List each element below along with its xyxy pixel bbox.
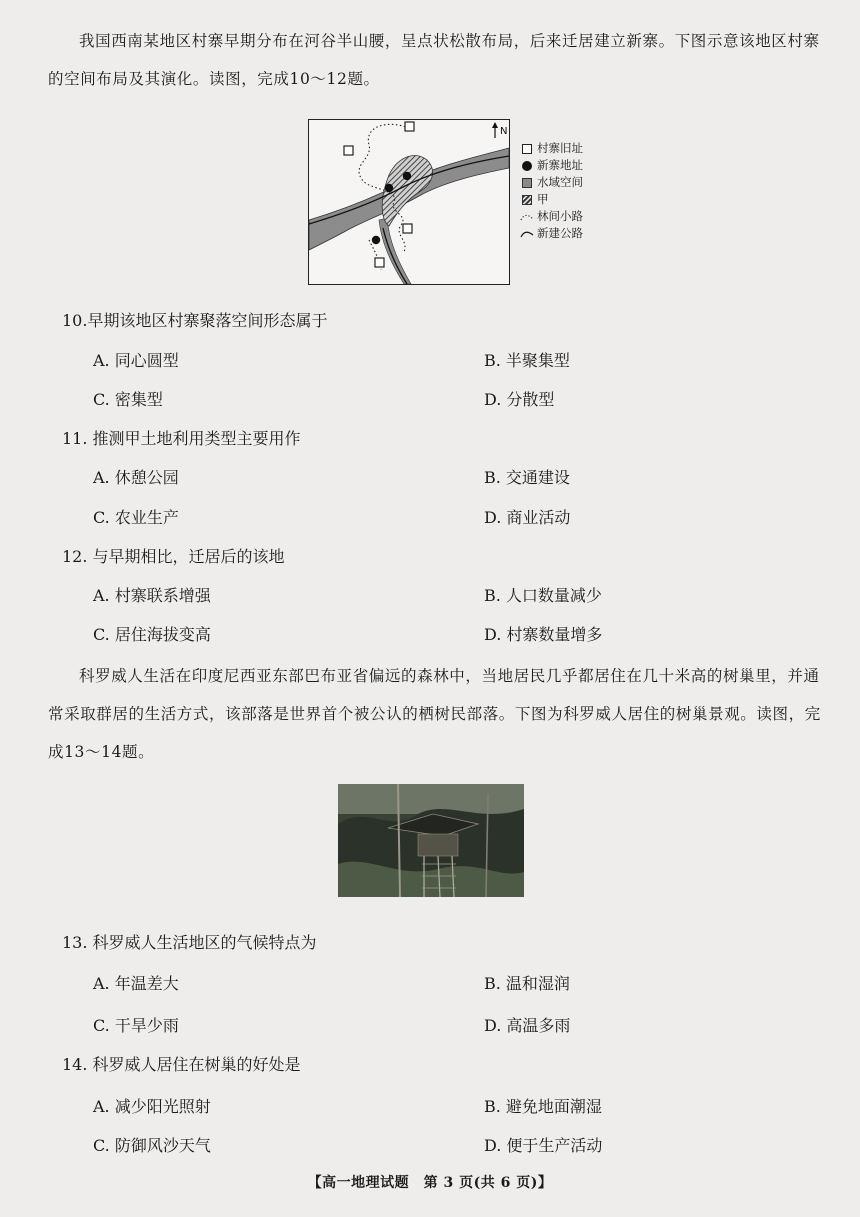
treehouse-photo [338,784,524,897]
legend-item [520,157,583,174]
question-11-option-d: D. 商业活动 [484,508,571,527]
question-12-stem: 12. 与早期相比，迁居后的该地 [62,547,285,566]
legend-item [520,225,583,242]
legend-item [520,208,583,225]
question-12-option-d: D. 村寨数量增多 [484,625,603,644]
new-village-site [385,184,393,192]
question-10-stem: 10.早期该地区村寨聚落空间形态属于 [62,311,328,330]
question-14-option-a: A. 减少阳光照射 [93,1097,211,1116]
old-village-site [403,224,412,233]
question-12-option-b: B. 人口数量减少 [484,586,602,605]
question-14-option-b: B. 避免地面潮湿 [484,1097,602,1116]
old-village-site [405,122,414,131]
legend-item [520,174,583,191]
page-footer: 【高一地理试题 第 3 页(共 6 页)】 [307,1175,553,1191]
new-village-site [403,172,411,180]
question-14-stem: 14. 科罗威人居住在树巢的好处是 [62,1055,301,1074]
question-12-option-c: C. 居住海拔变高 [93,625,211,644]
filled-dot-icon [522,161,532,171]
question-10-option-b: B. 半聚集型 [484,351,570,370]
intro-paragraph-1: 我国西南某地区村寨早期分布在河谷半山腰，呈点状松散布局，后来迁居建立新寨。下图示意该地区村寨的空间布局及其演化。读图，完成10～12题。 [48,32,820,88]
old-village-site [375,258,384,267]
legend-label: 林间小路 [537,209,583,223]
old-village-site [344,146,353,155]
question-12-option-a: A. 村寨联系增强 [93,586,211,605]
question-14-option-d: D. 便于生产活动 [484,1136,603,1155]
question-10-option-d: D. 分散型 [484,390,555,409]
question-10-option-a: A. 同心圆型 [93,351,179,370]
north-label: N [500,126,508,137]
map-drawing [309,120,509,284]
legend-label: 新建公路 [537,226,583,240]
question-13-option-d: D. 高温多雨 [484,1016,571,1035]
legend-label: 村寨旧址 [537,141,583,155]
question-10-option-c: C. 密集型 [93,390,163,409]
question-11-option-a: A. 休憩公园 [93,468,179,487]
intro-paragraph-2: 科罗威人生活在印度尼西亚东部巴布亚省偏远的森林中，当地居民几乎都居住在几十米高的树巢里，并通常采取群居的生活方式，该部落是世界首个被公认的栖树民部落。下图为科罗威人居住的树巢景观。读图，完成13～14题。 [48,667,821,761]
hatched-fill-icon [522,195,532,205]
dotted-line-icon [520,211,534,223]
solid-line-icon [520,228,534,240]
question-13-option-c: C. 干旱少雨 [93,1016,179,1035]
question-14-option-c: C. 防御风沙天气 [93,1136,211,1155]
legend-item [520,191,583,208]
new-village-site [372,236,380,244]
legend-label: 新寨地址 [537,158,583,172]
question-11-stem: 11. 推测甲土地利用类型主要用作 [62,429,301,448]
question-11-option-c: C. 农业生产 [93,508,179,527]
map-legend [520,140,583,242]
north-arrow-head-icon [492,122,498,128]
legend-label: 甲 [537,192,549,206]
question-13-option-a: A. 年温差大 [93,974,179,993]
question-13-option-b: B. 温和湿润 [484,974,570,993]
legend-label: 水域空间 [537,175,583,189]
gray-fill-icon [522,178,532,188]
square-outline-icon [522,144,532,154]
question-13-stem: 13. 科罗威人生活地区的气候特点为 [62,933,317,952]
question-11-option-b: B. 交通建设 [484,468,570,487]
legend-item [520,140,583,157]
village-layout-map [308,119,510,285]
